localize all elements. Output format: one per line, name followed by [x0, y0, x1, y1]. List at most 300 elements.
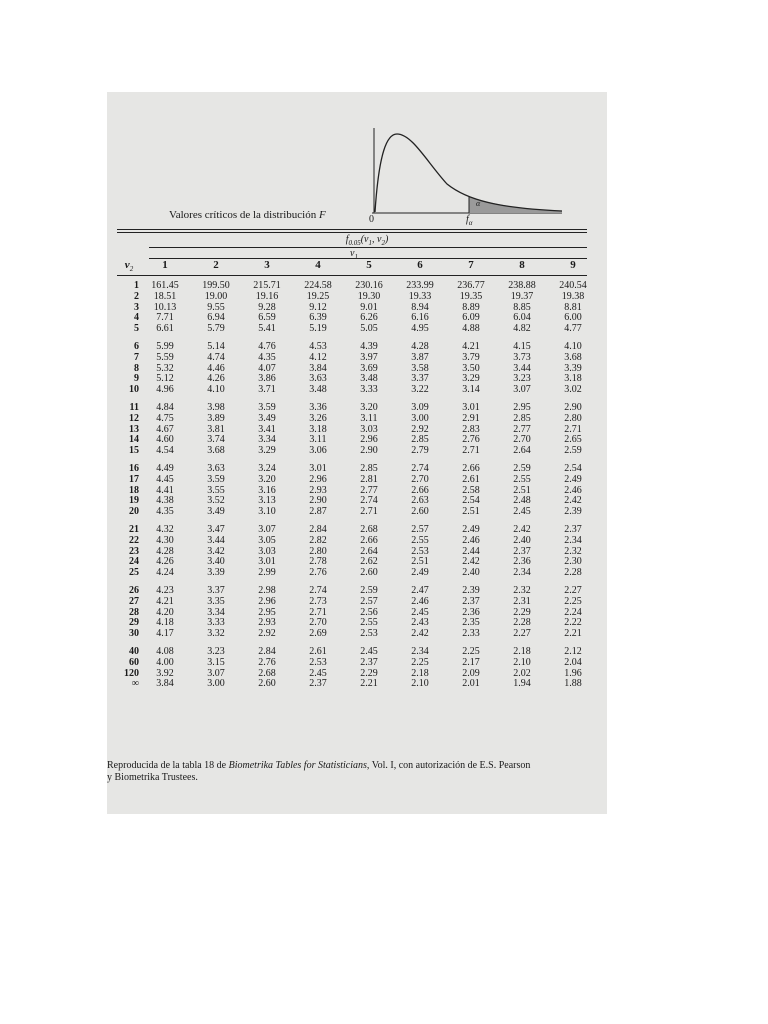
table-cell: 6.61: [156, 323, 174, 335]
table-cell: 3.59: [258, 401, 276, 413]
table-cell: 2.29: [360, 667, 378, 679]
table-cell: 3.37: [411, 373, 429, 385]
table-title: Valores críticos de la distribución F: [169, 209, 326, 221]
table-row: [117, 658, 597, 669]
table-cell: 2.80: [564, 412, 582, 424]
table-cell: 3.68: [564, 351, 582, 363]
table-cell: 2.61: [462, 473, 480, 485]
table-cell: 2.45: [309, 667, 327, 679]
table-cell: 3.33: [207, 617, 225, 629]
table-cell: 19.16: [255, 290, 279, 302]
table-cell: 2.27: [513, 628, 531, 640]
table-cell: 5.59: [156, 351, 174, 363]
table-cell: 2.66: [411, 484, 429, 496]
table-cell: 5.79: [207, 323, 225, 335]
table-cell: 2.10: [513, 656, 531, 668]
row-label-v2: 40: [129, 645, 139, 657]
table-cell: 3.92: [156, 667, 174, 679]
table-cell: 2.68: [360, 523, 378, 535]
table-cell: 3.03: [360, 423, 378, 435]
table-cell: 2.04: [564, 656, 582, 668]
row-group: [117, 586, 597, 640]
table-cell: 3.33: [360, 384, 378, 396]
table-cell: 4.75: [156, 412, 174, 424]
column-header-v1-7: 7: [468, 259, 474, 271]
table-cell: 3.23: [513, 373, 531, 385]
table-cell: 2.90: [309, 495, 327, 507]
table-cell: 4.74: [207, 351, 225, 363]
table-cell: 2.39: [564, 506, 582, 518]
row-label-v2: 30: [129, 628, 139, 640]
table-cell: 19.33: [408, 290, 432, 302]
row-label-v2: 18: [129, 484, 139, 496]
table-cell: 2.46: [462, 534, 480, 546]
table-cell: 7.71: [156, 312, 174, 324]
row-label-v2: 8: [134, 362, 139, 374]
table-cell: 8.94: [411, 301, 429, 313]
table-cell: 3.84: [309, 362, 327, 374]
table-cell: 2.21: [360, 678, 378, 690]
table-cell: 3.44: [207, 534, 225, 546]
table-cell: 4.24: [156, 567, 174, 579]
axis-zero-label: 0: [369, 214, 374, 225]
table-cell: 3.86: [258, 373, 276, 385]
table-cell: 1.96: [564, 667, 582, 679]
table-cell: 3.39: [564, 362, 582, 374]
table-cell: 19.25: [306, 290, 330, 302]
table-cell: 2.73: [309, 595, 327, 607]
row-label-v2: 13: [129, 423, 139, 435]
row-label-v2: 5: [134, 323, 139, 335]
table-cell: 2.71: [462, 445, 480, 457]
table-cell: 6.26: [360, 312, 378, 324]
table-cell: 2.18: [411, 667, 429, 679]
table-cell: 3.49: [207, 506, 225, 518]
row-group: [117, 342, 597, 396]
table-cell: 3.37: [207, 584, 225, 596]
table-cell: 3.01: [309, 462, 327, 474]
table-cell: 4.67: [156, 423, 174, 435]
table-cell: 4.54: [156, 445, 174, 457]
table-cell: 9.28: [258, 301, 276, 313]
table-cell: 4.20: [156, 606, 174, 618]
table-row: [117, 292, 597, 303]
table-cell: 3.97: [360, 351, 378, 363]
table-cell: 3.58: [411, 362, 429, 374]
table-cell: 233.99: [406, 280, 434, 291]
table-cell: 4.30: [156, 534, 174, 546]
table-cell: 2.93: [309, 484, 327, 496]
column-header-v1-1: 1: [162, 259, 168, 271]
table-cell: 2.57: [360, 595, 378, 607]
row-label-v2: 25: [129, 567, 139, 579]
table-cell: 3.10: [258, 506, 276, 518]
table-cell: 2.92: [258, 628, 276, 640]
table-cell: 3.48: [360, 373, 378, 385]
table-cell: 5.32: [156, 362, 174, 374]
alpha-label: α: [476, 199, 481, 208]
table-row: [117, 536, 597, 547]
table-cell: 2.62: [360, 556, 378, 568]
table-cell: 2.68: [258, 667, 276, 679]
critical-f-label: $f_\alpha$: [466, 214, 473, 227]
table-cell: 3.01: [462, 401, 480, 413]
row-label-v2: 120: [124, 667, 139, 679]
table-cell: 2.55: [360, 617, 378, 629]
table-cell: 4.35: [258, 351, 276, 363]
table-cell: 3.68: [207, 445, 225, 457]
row-label-v2: 21: [129, 523, 139, 535]
row-label-v2: 22: [129, 534, 139, 546]
table-cell: 3.15: [207, 656, 225, 668]
table-cell: 19.30: [357, 290, 381, 302]
table-cell: 161.45: [151, 280, 179, 291]
table-cell: 2.47: [411, 584, 429, 596]
table-cell: 2.30: [564, 556, 582, 568]
table-cell: 4.49: [156, 462, 174, 474]
table-cell: 3.59: [207, 473, 225, 485]
table-cell: 2.95: [258, 606, 276, 618]
table-cell: 2.77: [513, 423, 531, 435]
table-cell: 6.59: [258, 312, 276, 324]
row-label-v2: ∞: [131, 678, 139, 690]
table-cell: 4.07: [258, 362, 276, 374]
row-group: [117, 647, 597, 690]
table-cell: 2.36: [462, 606, 480, 618]
table-cell: 2.27: [564, 584, 582, 596]
table-cell: 4.76: [258, 340, 276, 352]
table-cell: 6.04: [513, 312, 531, 324]
table-cell: 2.63: [411, 495, 429, 507]
table-cell: 2.90: [360, 445, 378, 457]
table-cell: 3.34: [207, 606, 225, 618]
row-label-v2: 1: [134, 280, 139, 291]
table-cell: 4.53: [309, 340, 327, 352]
table-cell: 2.54: [564, 462, 582, 474]
header-bottom-rule: [117, 275, 587, 276]
table-cell: 3.01: [258, 556, 276, 568]
table-cell: 2.02: [513, 667, 531, 679]
table-cell: 2.37: [309, 678, 327, 690]
table-cell: 3.24: [258, 462, 276, 474]
table-cell: 2.37: [564, 523, 582, 535]
table-cell: 2.90: [564, 401, 582, 413]
table-cell: 4.88: [462, 323, 480, 335]
row-label-v2: 10: [129, 384, 139, 396]
table-cell: 3.63: [207, 462, 225, 474]
table-cell: 3.23: [207, 645, 225, 657]
table-cell: 2.78: [309, 556, 327, 568]
table-cell: 2.49: [462, 523, 480, 535]
table-cell: 3.40: [207, 556, 225, 568]
table-cell: 2.35: [462, 617, 480, 629]
table-cell: 2.54: [462, 495, 480, 507]
table-cell: 2.45: [411, 606, 429, 618]
table-cell: 2.17: [462, 656, 480, 668]
table-row: [117, 446, 597, 457]
table-cell: 3.20: [360, 401, 378, 413]
table-cell: 4.00: [156, 656, 174, 668]
table-row: [117, 324, 597, 335]
table-cell: 2.66: [360, 534, 378, 546]
table-cell: 2.18: [513, 645, 531, 657]
table-cell: 2.58: [462, 484, 480, 496]
table-cell: 2.43: [411, 617, 429, 629]
table-cell: 5.19: [309, 323, 327, 335]
table-cell: 2.01: [462, 678, 480, 690]
table-cell: 2.49: [564, 473, 582, 485]
table-cell: 2.31: [513, 595, 531, 607]
table-symbol-header: $f_{0.05}(v_1$, $v_2$): [345, 234, 389, 247]
table-cell: 6.09: [462, 312, 480, 324]
table-cell: 3.87: [411, 351, 429, 363]
table-cell: 19.35: [459, 290, 483, 302]
table-cell: 1.88: [564, 678, 582, 690]
column-header-v1-5: 5: [366, 259, 372, 271]
table-cell: 2.51: [411, 556, 429, 568]
table-cell: 2.69: [309, 628, 327, 640]
table-cell: 6.39: [309, 312, 327, 324]
table-cell: 2.55: [411, 534, 429, 546]
table-cell: 18.51: [153, 290, 177, 302]
table-cell: 238.88: [508, 280, 536, 291]
table-cell: 3.02: [564, 384, 582, 396]
table-cell: 3.22: [411, 384, 429, 396]
row-group: [117, 281, 597, 335]
table-cell: 4.23: [156, 584, 174, 596]
table-cell: 240.54: [559, 280, 587, 291]
row-group: [117, 464, 597, 518]
table-cell: 4.26: [207, 373, 225, 385]
row-label-v2: 19: [129, 495, 139, 507]
table-cell: 2.24: [564, 606, 582, 618]
table-cell: 19.37: [510, 290, 534, 302]
table-cell: 2.21: [564, 628, 582, 640]
table-cell: 6.00: [564, 312, 582, 324]
table-cell: 2.66: [462, 462, 480, 474]
table-cell: 4.82: [513, 323, 531, 335]
table-cell: 2.12: [564, 645, 582, 657]
table-cell: 2.42: [513, 523, 531, 535]
row-label-v2: 3: [134, 301, 139, 313]
table-cell: 5.14: [207, 340, 225, 352]
table-cell: 19.38: [561, 290, 585, 302]
row-label-v2: 20: [129, 506, 139, 518]
row-label-v2: 26: [129, 584, 139, 596]
table-cell: 2.22: [564, 617, 582, 629]
row-group: [117, 525, 597, 579]
table-cell: 4.39: [360, 340, 378, 352]
table-cell: 3.18: [309, 423, 327, 435]
table-cell: 3.41: [258, 423, 276, 435]
table-cell: 2.37: [513, 545, 531, 557]
table-cell: 2.84: [258, 645, 276, 657]
table-cell: 2.56: [360, 606, 378, 618]
table-cell: 4.10: [564, 340, 582, 352]
table-cell: 2.34: [564, 534, 582, 546]
table-cell: 2.92: [411, 423, 429, 435]
table-cell: 2.29: [513, 606, 531, 618]
table-cell: 2.59: [564, 445, 582, 457]
table-cell: 2.70: [309, 617, 327, 629]
row-label-v2: 9: [134, 373, 139, 385]
table-cell: 3.34: [258, 434, 276, 446]
table-cell: 236.77: [457, 280, 485, 291]
table-cell: 8.85: [513, 301, 531, 313]
row-label-v2: 15: [129, 445, 139, 457]
table-row: [117, 507, 597, 518]
footnote-line-2: y Biometrika Trustees.: [107, 772, 198, 783]
table-cell: 3.20: [258, 473, 276, 485]
table-cell: 4.35: [156, 506, 174, 518]
table-cell: 5.12: [156, 373, 174, 385]
table-cell: 3.81: [207, 423, 225, 435]
table-cell: 3.14: [462, 384, 480, 396]
table-cell: 2.82: [309, 534, 327, 546]
table-cell: 2.49: [411, 567, 429, 579]
table-cell: 2.79: [411, 445, 429, 457]
table-cell: 2.85: [411, 434, 429, 446]
table-cell: 2.96: [258, 595, 276, 607]
table-cell: 2.42: [564, 495, 582, 507]
v2-header: $v_2$: [124, 259, 134, 274]
table-cell: 2.98: [258, 584, 276, 596]
footnote-line-1: Reproducida de la tabla 18 de Biometrika Tables for Statisticians, Vol. I, con autorización de E.S. Pearson: [107, 760, 531, 771]
table-cell: 2.61: [309, 645, 327, 657]
row-label-v2: 23: [129, 545, 139, 557]
table-cell: 4.95: [411, 323, 429, 335]
table-cell: 4.17: [156, 628, 174, 640]
table-cell: 2.71: [360, 506, 378, 518]
table-cell: 4.84: [156, 401, 174, 413]
table-cell: 4.15: [513, 340, 531, 352]
table-cell: 3.39: [207, 567, 225, 579]
table-cell: 2.76: [258, 656, 276, 668]
table-cell: 2.74: [411, 462, 429, 474]
table-cell: 3.13: [258, 495, 276, 507]
table-cell: 4.10: [207, 384, 225, 396]
table-cell: 2.28: [513, 617, 531, 629]
table-cell: 2.99: [258, 567, 276, 579]
table-cell: 2.51: [513, 484, 531, 496]
table-row: [117, 679, 597, 690]
table-cell: 2.25: [462, 645, 480, 657]
table-cell: 2.32: [513, 584, 531, 596]
table-cell: 4.38: [156, 495, 174, 507]
top-rule-double: [117, 232, 587, 233]
table-cell: 2.59: [360, 584, 378, 596]
table-cell: 2.53: [309, 656, 327, 668]
column-header-row: [117, 259, 597, 273]
row-label-v2: 14: [129, 434, 139, 446]
table-cell: 2.45: [513, 506, 531, 518]
table-cell: 3.63: [309, 373, 327, 385]
table-cell: 3.42: [207, 545, 225, 557]
table-cell: 2.46: [564, 484, 582, 496]
row-label-v2: 7: [134, 351, 139, 363]
table-cell: 2.65: [564, 434, 582, 446]
table-cell: 5.05: [360, 323, 378, 335]
table-cell: 4.18: [156, 617, 174, 629]
table-cell: 2.74: [309, 584, 327, 596]
table-cell: 2.87: [309, 506, 327, 518]
table-cell: 2.96: [360, 434, 378, 446]
table-cell: 2.81: [360, 473, 378, 485]
table-cell: 3.29: [258, 445, 276, 457]
table-cell: 3.74: [207, 434, 225, 446]
row-label-v2: 2: [134, 290, 139, 302]
table-row: [117, 475, 597, 486]
column-header-v1-8: 8: [519, 259, 525, 271]
table-cell: 2.42: [462, 556, 480, 568]
table-cell: 4.12: [309, 351, 327, 363]
table-cell: 2.40: [462, 567, 480, 579]
table-cell: 4.21: [462, 340, 480, 352]
row-label-v2: 4: [134, 312, 139, 324]
table-row: [117, 568, 597, 579]
table-cell: 3.89: [207, 412, 225, 424]
table-cell: 9.12: [309, 301, 327, 313]
table-cell: 2.77: [360, 484, 378, 496]
table-cell: 3.69: [360, 362, 378, 374]
table-cell: 2.95: [513, 401, 531, 413]
table-cell: 3.18: [564, 373, 582, 385]
table-cell: 19.00: [204, 290, 228, 302]
table-cell: 2.53: [411, 545, 429, 557]
table-cell: 9.55: [207, 301, 225, 313]
table-cell: 2.60: [360, 567, 378, 579]
table-cell: 3.49: [258, 412, 276, 424]
table-cell: 3.07: [258, 523, 276, 535]
table-cell: 2.96: [309, 473, 327, 485]
table-cell: 2.84: [309, 523, 327, 535]
table-cell: 3.09: [411, 401, 429, 413]
table-cell: 3.32: [207, 628, 225, 640]
table-cell: 3.06: [309, 445, 327, 457]
table-cell: 3.55: [207, 484, 225, 496]
table-cell: 2.70: [411, 473, 429, 485]
table-cell: 2.25: [564, 595, 582, 607]
table-cell: 2.10: [411, 678, 429, 690]
table-cell: 2.64: [513, 445, 531, 457]
table-cell: 2.09: [462, 667, 480, 679]
table-cell: 3.36: [309, 401, 327, 413]
table-row: [117, 597, 597, 608]
table-cell: 2.37: [462, 595, 480, 607]
table-cell: 2.36: [513, 556, 531, 568]
table-cell: 2.64: [360, 545, 378, 557]
table-cell: 2.51: [462, 506, 480, 518]
table-cell: 2.37: [360, 656, 378, 668]
column-header-v1-3: 3: [264, 259, 270, 271]
table-cell: 3.48: [309, 384, 327, 396]
table-row: [117, 629, 597, 640]
table-cell: 215.71: [253, 280, 281, 291]
table-cell: 2.60: [411, 506, 429, 518]
table-cell: 2.28: [564, 567, 582, 579]
table-cell: 3.11: [360, 412, 378, 424]
table-cell: 2.74: [360, 495, 378, 507]
table-cell: 2.55: [513, 473, 531, 485]
top-rule: [117, 229, 587, 230]
table-cell: 4.77: [564, 323, 582, 335]
table-cell: 8.89: [462, 301, 480, 313]
table-cell: 2.45: [360, 645, 378, 657]
table-cell: 3.11: [309, 434, 327, 446]
table-cell: 1.94: [513, 678, 531, 690]
table-cell: 2.46: [411, 595, 429, 607]
table-row: [117, 414, 597, 425]
